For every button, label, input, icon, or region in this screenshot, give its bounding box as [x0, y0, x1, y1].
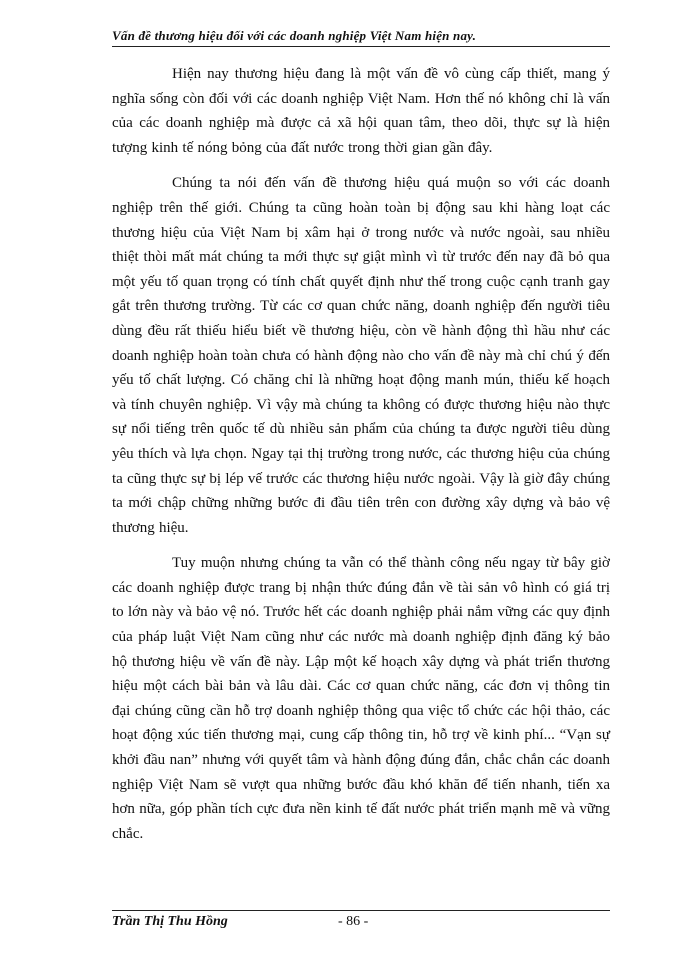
paragraph-1: Hiện nay thương hiệu đang là một vấn đề vô cùng cấp thiết, mang ý nghĩa sống còn đối với các doanh nghiệp Việt Nam. Hơn thế nó không chỉ là vấn của các doanh nghiệp mà được cả xã hội quan tâm, theo dõi, thực sự là hiện tượng kinh tế nóng bỏng của đất nước trong thời gian gần đây.	[112, 66, 610, 156]
footer-author: Trần Thị Thu Hồng	[112, 914, 228, 929]
header-title: Vấn đề thương hiệu đối với các doanh nghiệp Việt Nam hiện nay.	[112, 28, 477, 43]
page-number: - 86 -	[338, 914, 369, 929]
paragraph-2: Chúng ta nói đến vấn đề thương hiệu quá muộn so với các doanh nghiệp trên thế giới. Chúng ta cũng hoàn toàn bị động sau khi hàng loạt các thương hiệu của Việt Nam bị xâm hại ở trong nước và nước ngoài, sau nhiều thiệt thòi mất mát chúng ta mới thực sự giật mình vì từ trước đến nay đã bỏ qua một yếu tố quan trọng có tính chất quyết định như thế trong cuộc cạnh tranh gay gắt trên thương trường. Từ các cơ quan chức năng, doanh nghiệp đến người tiêu dùng đều rất thiếu hiểu biết về thương hiệu, còn về hành động thì hầu như các doanh nghiệp hoàn toàn chưa có hành động nào cho vấn đề này mà chỉ chú ý đến yếu tố chất lượng. Có chăng chỉ là những hoạt động manh mún, thiếu kế hoạch và tính chuyên nghiệp. Vì vậy mà chúng ta không có được thương hiệu nào thực sự nổi tiếng trên quốc tế dù nhiều sản phẩm của chúng ta được người tiêu dùng yêu thích và lựa chọn. Ngay tại thị trường trong nước, các thương hiệu của chúng ta cũng thực sự bị lép vế trước các thương hiệu nước ngoài. Vậy là giờ đây chúng ta mới chập chững những bước đi đầu tiên trên con đường xây dựng và bảo vệ thương hiệu.	[112, 175, 610, 536]
page-header	[112, 28, 610, 47]
page-footer	[112, 910, 610, 931]
document-body	[112, 62, 610, 857]
paragraph-3: Tuy muộn nhưng chúng ta vẫn có thể thành công nếu ngay từ bây giờ các doanh nghiệp được trang bị nhận thức đúng đắn về tài sản vô hình có giá trị to lớn này và bảo vệ nó. Trước hết các doanh nghiệp phải nắm vững các quy định của pháp luật Việt Nam cũng như các nước mà doanh nghiệp định đăng ký bảo hộ thương hiệu về vấn đề này. Lập một kế hoạch xây dựng và phát triển thương hiệu một cách bài bản và lâu dài. Các cơ quan chức năng, các đơn vị thông tin đại chúng cũng cần hỗ trợ doanh nghiệp thông qua việc tổ chức các hội thảo, các hoạt động xúc tiến thương mại, cung cấp thông tin, hỗ trợ về kinh phí... “Vạn sự khởi đầu nan” nhưng với quyết tâm và hành động đúng đắn, chắc chắn các doanh nghiệp Việt Nam sẽ vượt qua những bước đầu khó khăn để tiến nhanh, tiến xa hơn nữa, góp phần tích cực đưa nền kinh tế đất nước phát triển mạnh mẽ và vững chắc.	[112, 555, 610, 842]
